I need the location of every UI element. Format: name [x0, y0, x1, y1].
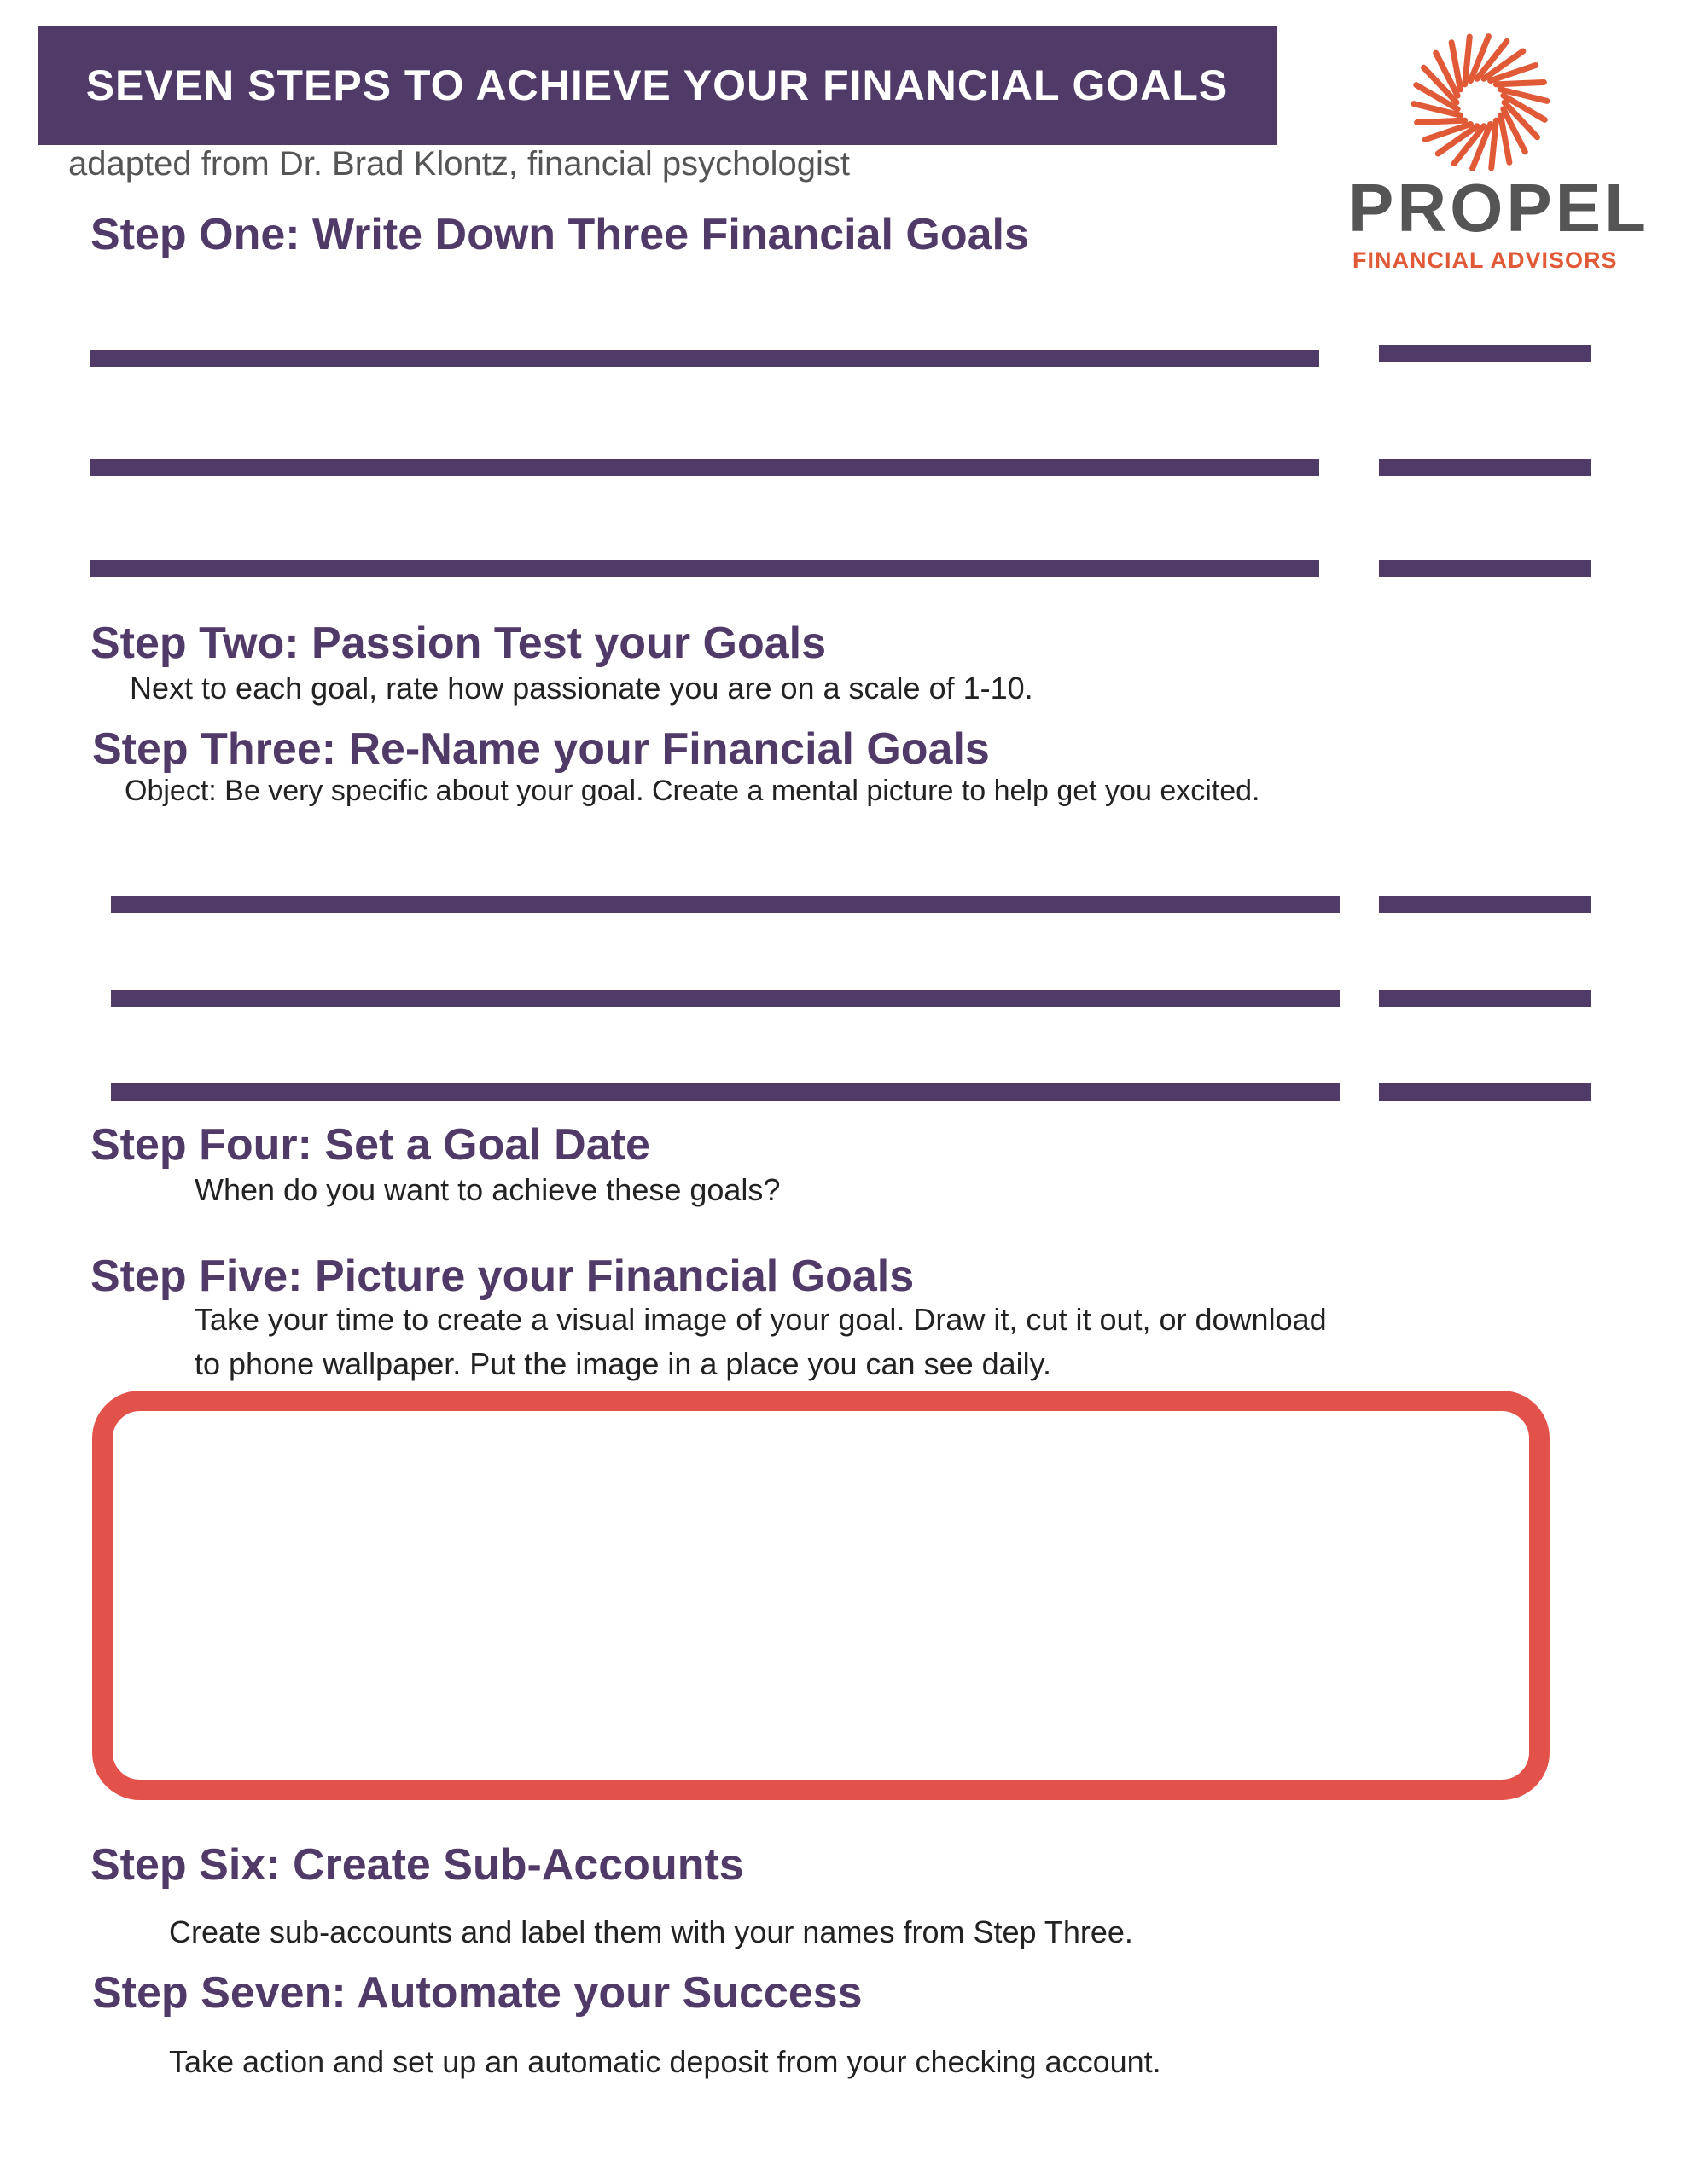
step-three-text: Object: Be very specific about your goal. Create a mental picture to help get you excited. — [125, 775, 1260, 807]
step-four-heading: Step Four: Set a Goal Date — [90, 1120, 650, 1170]
rename-line-3[interactable] — [111, 1083, 1340, 1101]
step-six-heading: Step Six: Create Sub-Accounts — [90, 1840, 744, 1890]
step-seven-heading: Step Seven: Automate your Success — [92, 1968, 863, 2018]
rating-line-2[interactable] — [1379, 459, 1591, 476]
step-five-text-line-1: Take your time to create a visual image of your goal. Draw it, cut it out, or download — [195, 1302, 1327, 1337]
rating-line-1[interactable] — [1379, 345, 1591, 362]
step-two-text: Next to each goal, rate how passionate you are on a scale of 1-10. — [130, 671, 1033, 706]
subtitle: adapted from Dr. Brad Klontz, financial psychologist — [68, 145, 851, 183]
step-one-heading: Step One: Write Down Three Financial Goals — [90, 210, 1029, 259]
rename-rating-line-2[interactable] — [1379, 990, 1591, 1007]
step-six-text: Create sub-accounts and label them with your names from Step Three. — [169, 1914, 1133, 1949]
goal-line-2[interactable] — [90, 459, 1319, 476]
step-four-text: When do you want to achieve these goals? — [195, 1172, 781, 1207]
logo-wordmark: PROPEL — [1348, 170, 1649, 246]
rating-line-3[interactable] — [1379, 560, 1591, 577]
rename-line-2[interactable] — [111, 990, 1340, 1007]
page-title: SEVEN STEPS TO ACHIEVE YOUR FINANCIAL GOALS — [85, 61, 1229, 109]
rename-rating-line-3[interactable] — [1379, 1083, 1591, 1101]
step-seven-text: Take action and set up an automatic deposit from your checking account. — [169, 2044, 1161, 2079]
rename-rating-line-1[interactable] — [1379, 896, 1591, 913]
picture-goal-box[interactable] — [92, 1391, 1550, 1800]
rename-line-1[interactable] — [111, 896, 1340, 913]
step-five-text-line-2: to phone wallpaper. Put the image in a place you can see daily. — [195, 1346, 1051, 1381]
step-three-heading: Step Three: Re-Name your Financial Goals — [92, 724, 990, 774]
step-two-heading: Step Two: Passion Test your Goals — [90, 619, 827, 668]
goal-line-1[interactable] — [90, 350, 1319, 367]
logo-tagline: FINANCIAL ADVISORS — [1352, 247, 1618, 273]
title-banner — [38, 26, 1277, 145]
goal-line-3[interactable] — [90, 560, 1319, 577]
step-five-heading: Step Five: Picture your Financial Goals — [90, 1252, 915, 1301]
